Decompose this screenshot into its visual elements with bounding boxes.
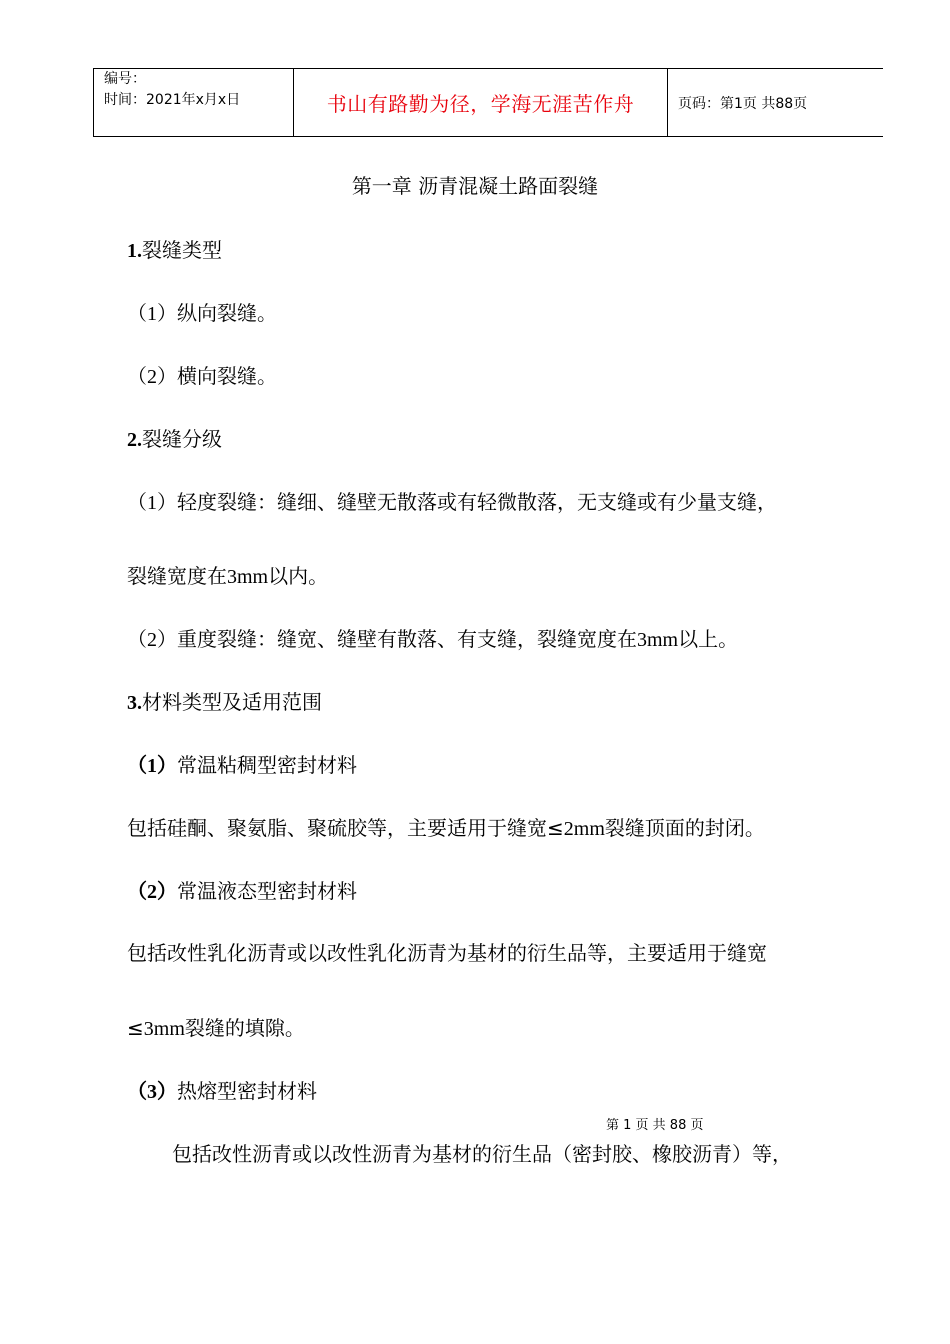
section-2-heading [127, 423, 222, 452]
text-segment: 裂缝宽度在 [127, 564, 227, 588]
text-segment: 以内。 [268, 564, 329, 588]
section-number: 2. [127, 429, 142, 451]
item-number: （2） [127, 366, 177, 388]
crack-type-1 [127, 297, 277, 326]
section-number: 1. [127, 240, 142, 262]
item-number: （1） [127, 303, 177, 325]
motto: 书山有路勤为径，学海无涯苦作舟 [326, 92, 635, 116]
time-label: 时间：2021年x月x日 [104, 92, 241, 108]
material-2-body-line-1: 包括改性乳化沥青或以改性乳化沥青为基材的衍生品等，主要适用于缝宽 [127, 941, 767, 965]
measurement-value: 3mm [637, 629, 679, 651]
crack-grade-1-line-1 [127, 486, 777, 515]
measurement-value: 2mm [563, 818, 605, 840]
chapter-title: 第一章 沥青混凝土路面裂缝 [351, 174, 599, 198]
crack-grade-2 [127, 623, 738, 652]
material-3-heading [127, 1075, 317, 1104]
text-segment: 包括硅酮、聚氨脂、聚硫胶等，主要适用于缝宽≤ [127, 816, 564, 840]
item-text: 纵向裂缝。 [177, 301, 277, 325]
text-segment: ≤ [127, 1016, 144, 1040]
measurement-value: 3mm [227, 566, 269, 588]
section-number: 3. [127, 692, 142, 714]
item-number: （1） [127, 492, 177, 514]
number-label: 编号： [104, 71, 146, 87]
text-segment: 以上。 [678, 627, 739, 651]
item-number: （2） [127, 629, 177, 651]
page-code: 页码：第1页 共88页 [678, 95, 808, 112]
crack-type-2 [127, 360, 277, 389]
item-text: 常温粘稠型密封材料 [177, 753, 357, 777]
header-page-cell [668, 69, 883, 136]
material-2-body-line-2 [127, 1012, 305, 1041]
material-1-body [127, 812, 765, 841]
section-title: 裂缝分级 [142, 427, 222, 451]
header-meta-cell [93, 69, 294, 136]
item-text: 横向裂缝。 [177, 364, 277, 388]
item-number: （3） [127, 1081, 177, 1103]
text-segment: 裂缝顶面的封闭。 [604, 816, 765, 840]
header-table [93, 68, 883, 137]
item-number: （2） [127, 881, 177, 903]
material-1-heading [127, 749, 357, 778]
header-motto-cell [294, 69, 668, 136]
measurement-value: 3mm [143, 1018, 185, 1040]
material-2-heading [127, 875, 357, 904]
item-text: 热熔型密封材料 [177, 1079, 317, 1103]
item-number: （1） [127, 755, 177, 777]
item-text: 常温液态型密封材料 [177, 879, 357, 903]
crack-grade-1-line-2 [127, 560, 328, 589]
material-3-body: 包括改性沥青或以改性沥青为基材的衍生品（密封胶、橡胶沥青）等， [172, 1142, 792, 1166]
text-segment: 重度裂缝：缝宽、缝壁有散落、有支缝，裂缝宽度在 [177, 627, 637, 651]
section-title: 裂缝类型 [142, 238, 222, 262]
text-segment: 裂缝的填隙。 [184, 1016, 305, 1040]
item-text: 轻度裂缝：缝细、缝壁无散落或有轻微散落，无支缝或有少量支缝， [177, 490, 777, 514]
page-footer: 第 1 页 共 88 页 [606, 1118, 704, 1133]
section-1-heading [127, 234, 222, 263]
section-title: 材料类型及适用范围 [142, 690, 322, 714]
section-3-heading [127, 686, 322, 715]
